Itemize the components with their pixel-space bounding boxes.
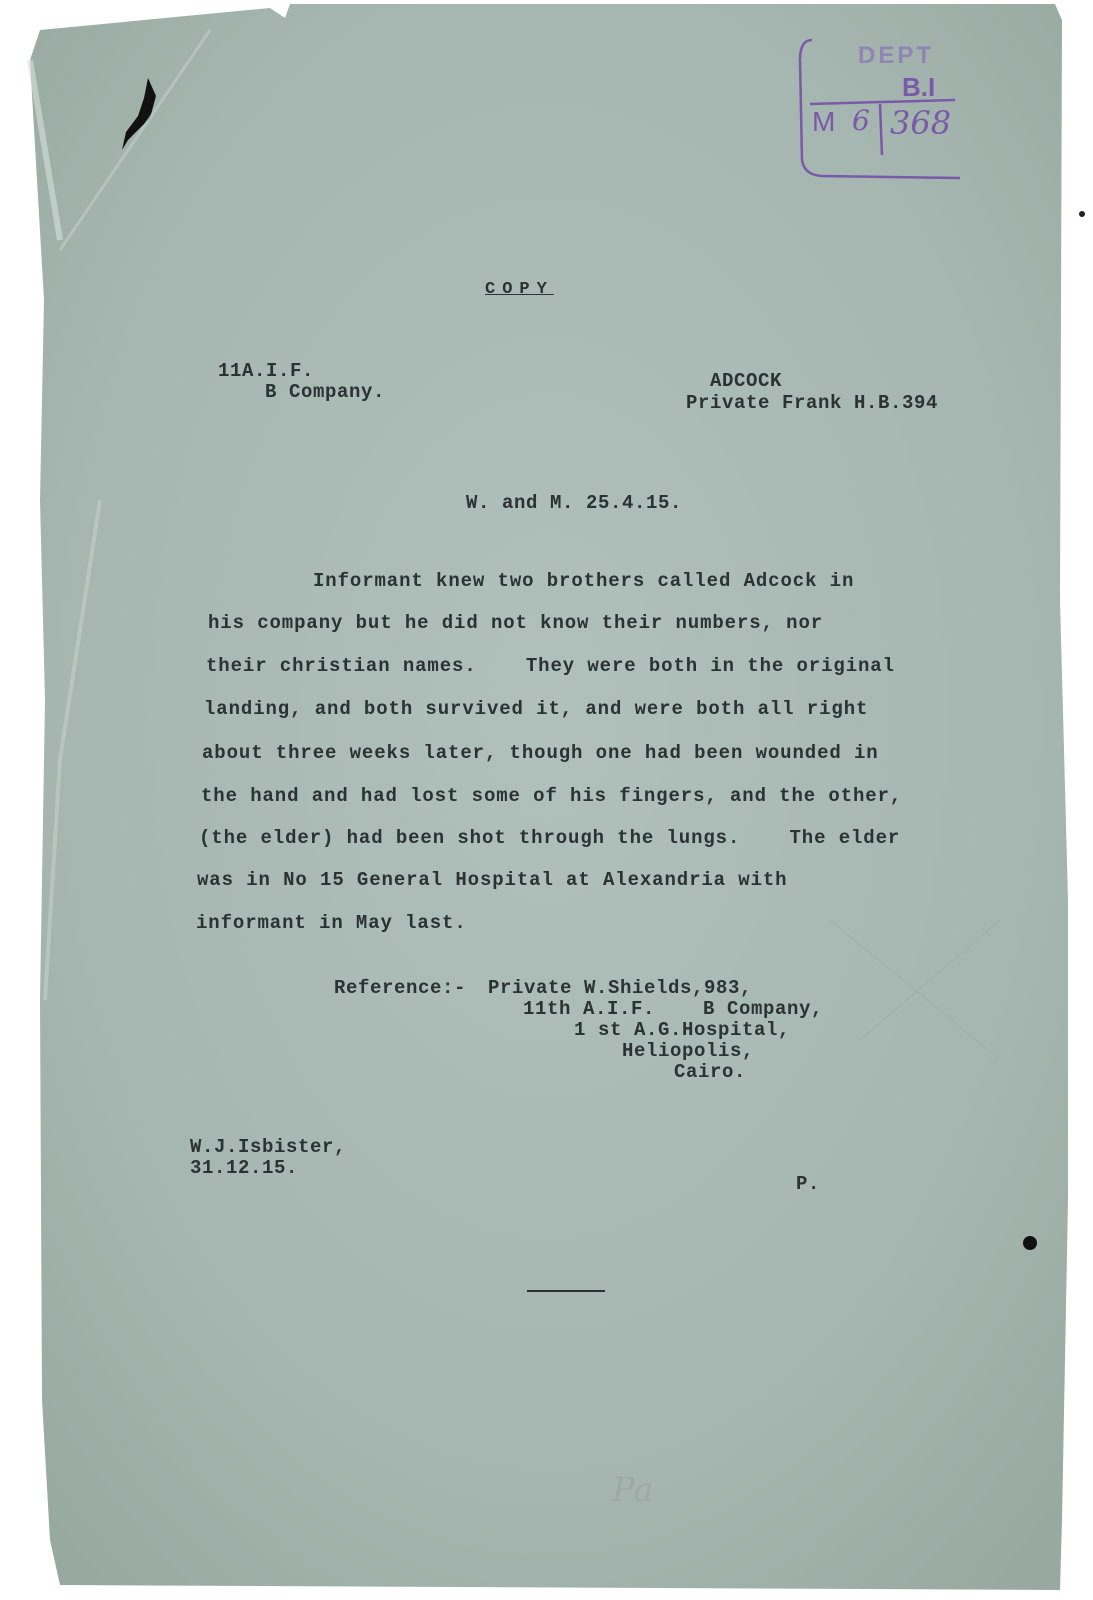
body-line: his company but he did not know their numbers, nor bbox=[208, 612, 824, 634]
body-line: the hand and had lost some of his fingers, and the other, bbox=[201, 785, 903, 807]
body-line: was in No 15 General Hospital at Alexandria with bbox=[197, 869, 788, 891]
divider-rule bbox=[527, 1290, 605, 1292]
soldier-name: Private Frank H.B.394 bbox=[686, 392, 939, 414]
stamp-num1: 6 bbox=[852, 104, 870, 137]
unit-line-2: B Company. bbox=[265, 381, 386, 403]
reference-label: Reference:- bbox=[334, 977, 467, 999]
pencil-note: Pa bbox=[612, 1470, 654, 1510]
ink-blot bbox=[1023, 1236, 1037, 1250]
stamp-letter: M bbox=[812, 106, 836, 137]
reference-line: 11th A.I.F. B Company, bbox=[523, 998, 824, 1020]
ink-blot bbox=[1079, 211, 1085, 217]
reference-line: Heliopolis, bbox=[622, 1040, 755, 1062]
unit-line-1: 11A.I.F. bbox=[218, 360, 315, 382]
casualty-date: W. and M. 25.4.15. bbox=[466, 492, 683, 514]
signature-date: 31.12.15. bbox=[190, 1157, 299, 1179]
body-line: landing, and both survived it, and were both all right bbox=[204, 698, 869, 720]
reference-line: 1 st A.G.Hospital, bbox=[574, 1019, 791, 1041]
page-mark: P. bbox=[796, 1173, 821, 1195]
body-line: informant in May last. bbox=[196, 912, 467, 934]
body-line: (the elder) had been shot through the lungs. The elder bbox=[199, 827, 901, 849]
soldier-surname: ADCOCK bbox=[710, 370, 783, 392]
signature-name: W.J.Isbister, bbox=[190, 1136, 347, 1158]
stamp-bi: B.I bbox=[902, 72, 936, 102]
body-line: their christian names. They were both in the original bbox=[206, 655, 895, 677]
stamp-num2: 368 bbox=[890, 104, 952, 142]
reference-line: Cairo. bbox=[674, 1061, 747, 1083]
body-line: about three weeks later, though one had been wounded in bbox=[202, 742, 879, 764]
body-line: Informant knew two brothers called Adcock in bbox=[313, 570, 855, 592]
document-title: COPY bbox=[485, 280, 554, 299]
reference-line: Private W.Shields,983, bbox=[488, 977, 753, 999]
stamp-dept: DEPT bbox=[858, 42, 935, 69]
